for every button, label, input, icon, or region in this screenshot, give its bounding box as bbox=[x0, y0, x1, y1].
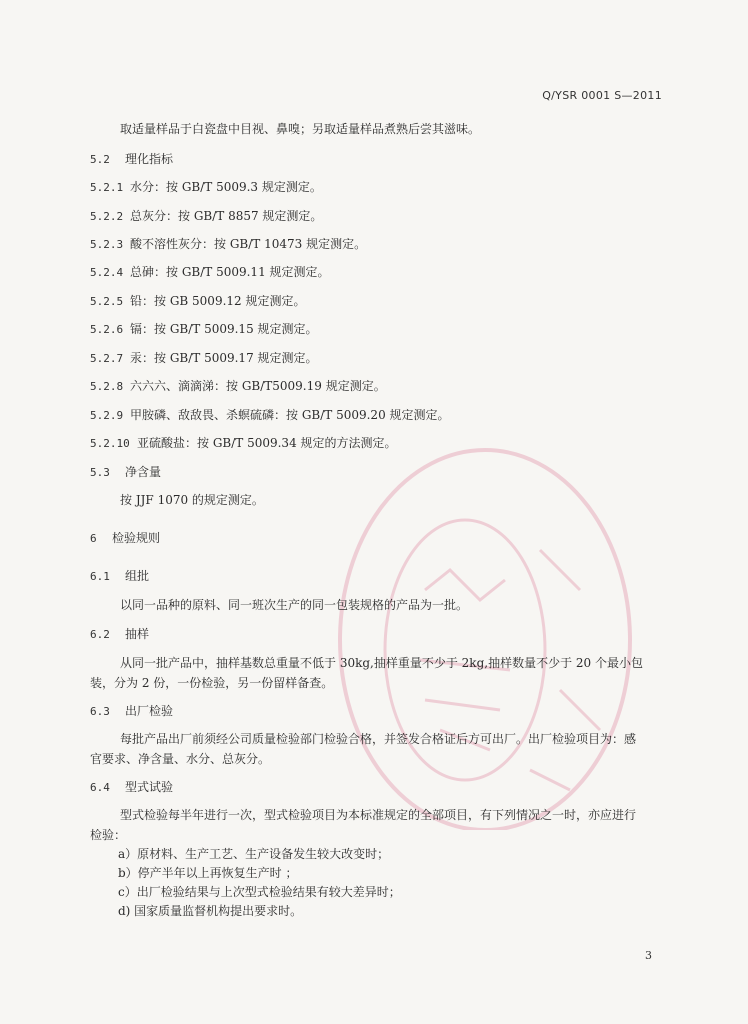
list-item: a）原材料、生产工艺、生产设备发生较大改变时； bbox=[118, 847, 390, 861]
clause-line: 5.2.6 镉：按 GB/T 5009.15 规定测定。 bbox=[90, 322, 318, 336]
list-item: b）停产半年以上再恢复生产时 ； bbox=[118, 866, 298, 880]
body-line: 以同一品种的原料、同一班次生产的同一包装规格的产品为一批。 bbox=[120, 598, 469, 612]
section-heading: 6.4 型式试验 bbox=[90, 780, 174, 794]
section-heading: 5.3 净含量 bbox=[90, 465, 162, 479]
standard-code-header: Q/YSR 0001 S—2011 bbox=[542, 89, 662, 102]
body-line: 官要求、净含量、水分、总灰分。 bbox=[90, 752, 271, 766]
list-item: d) 国家质量监督机构提出要求时。 bbox=[118, 904, 303, 918]
company-seal-stamp bbox=[330, 430, 660, 830]
clause-line: 5.2.7 汞：按 GB/T 5009.17 规定测定。 bbox=[90, 351, 318, 365]
section-heading: 6.1 组批 bbox=[90, 569, 150, 583]
page-number: 3 bbox=[645, 949, 652, 962]
clause-line: 5.2.8 六六六、滴滴涕：按 GB/T5009.19 规定测定。 bbox=[90, 379, 386, 393]
section-heading: 5.2 理化指标 bbox=[90, 152, 174, 166]
body-line: 型式检验每半年进行一次，型式检验项目为本标准规定的全部项目，有下列情况之一时，亦应进行 bbox=[120, 808, 637, 822]
list-item: c）出厂检验结果与上次型式检验结果有较大差异时； bbox=[118, 885, 401, 899]
body-line: 每批产品出厂前须经公司质量检验部门检验合格，并签发合格证后方可出厂。出厂检验项目为：感 bbox=[120, 732, 637, 746]
clause-line: 5.2.5 铅：按 GB 5009.12 规定测定。 bbox=[90, 294, 306, 308]
body-line: 从同一批产品中，抽样基数总重量不低于 30kg,抽样重量不少于 2kg,抽样数量不少于 20 个最小包 bbox=[120, 656, 643, 670]
clause-line: 5.2.3 酸不溶性灰分：按 GB/T 10473 规定测定。 bbox=[90, 237, 367, 251]
body-line: 装，分为 2 份，一份检验，另一份留样备查。 bbox=[90, 676, 334, 690]
body-line: 按 JJF 1070 的规定测定。 bbox=[120, 493, 264, 507]
body-line: 检验： bbox=[90, 828, 127, 842]
line: 取适量样品于白瓷盘中目视、鼻嗅；另取适量样品煮熟后尝其滋味。 bbox=[120, 122, 481, 136]
clause-line: 5.2.9 甲胺磷、敌敌畏、杀螟硫磷：按 GB/T 5009.20 规定测定。 bbox=[90, 408, 450, 422]
clause-line: 5.2.2 总灰分：按 GB/T 8857 规定测定。 bbox=[90, 209, 323, 223]
section-heading: 6.2 抽样 bbox=[90, 627, 150, 641]
clause-line: 5.2.1 水分：按 GB/T 5009.3 规定测定。 bbox=[90, 180, 322, 194]
clause-line: 5.2.4 总砷：按 GB/T 5009.11 规定测定。 bbox=[90, 265, 330, 279]
clause-line: 5.2.10 亚硫酸盐：按 GB/T 5009.34 规定的方法测定。 bbox=[90, 436, 397, 450]
section-heading: 6.3 出厂检验 bbox=[90, 704, 174, 718]
chapter-heading: 6 检验规则 bbox=[90, 531, 161, 545]
